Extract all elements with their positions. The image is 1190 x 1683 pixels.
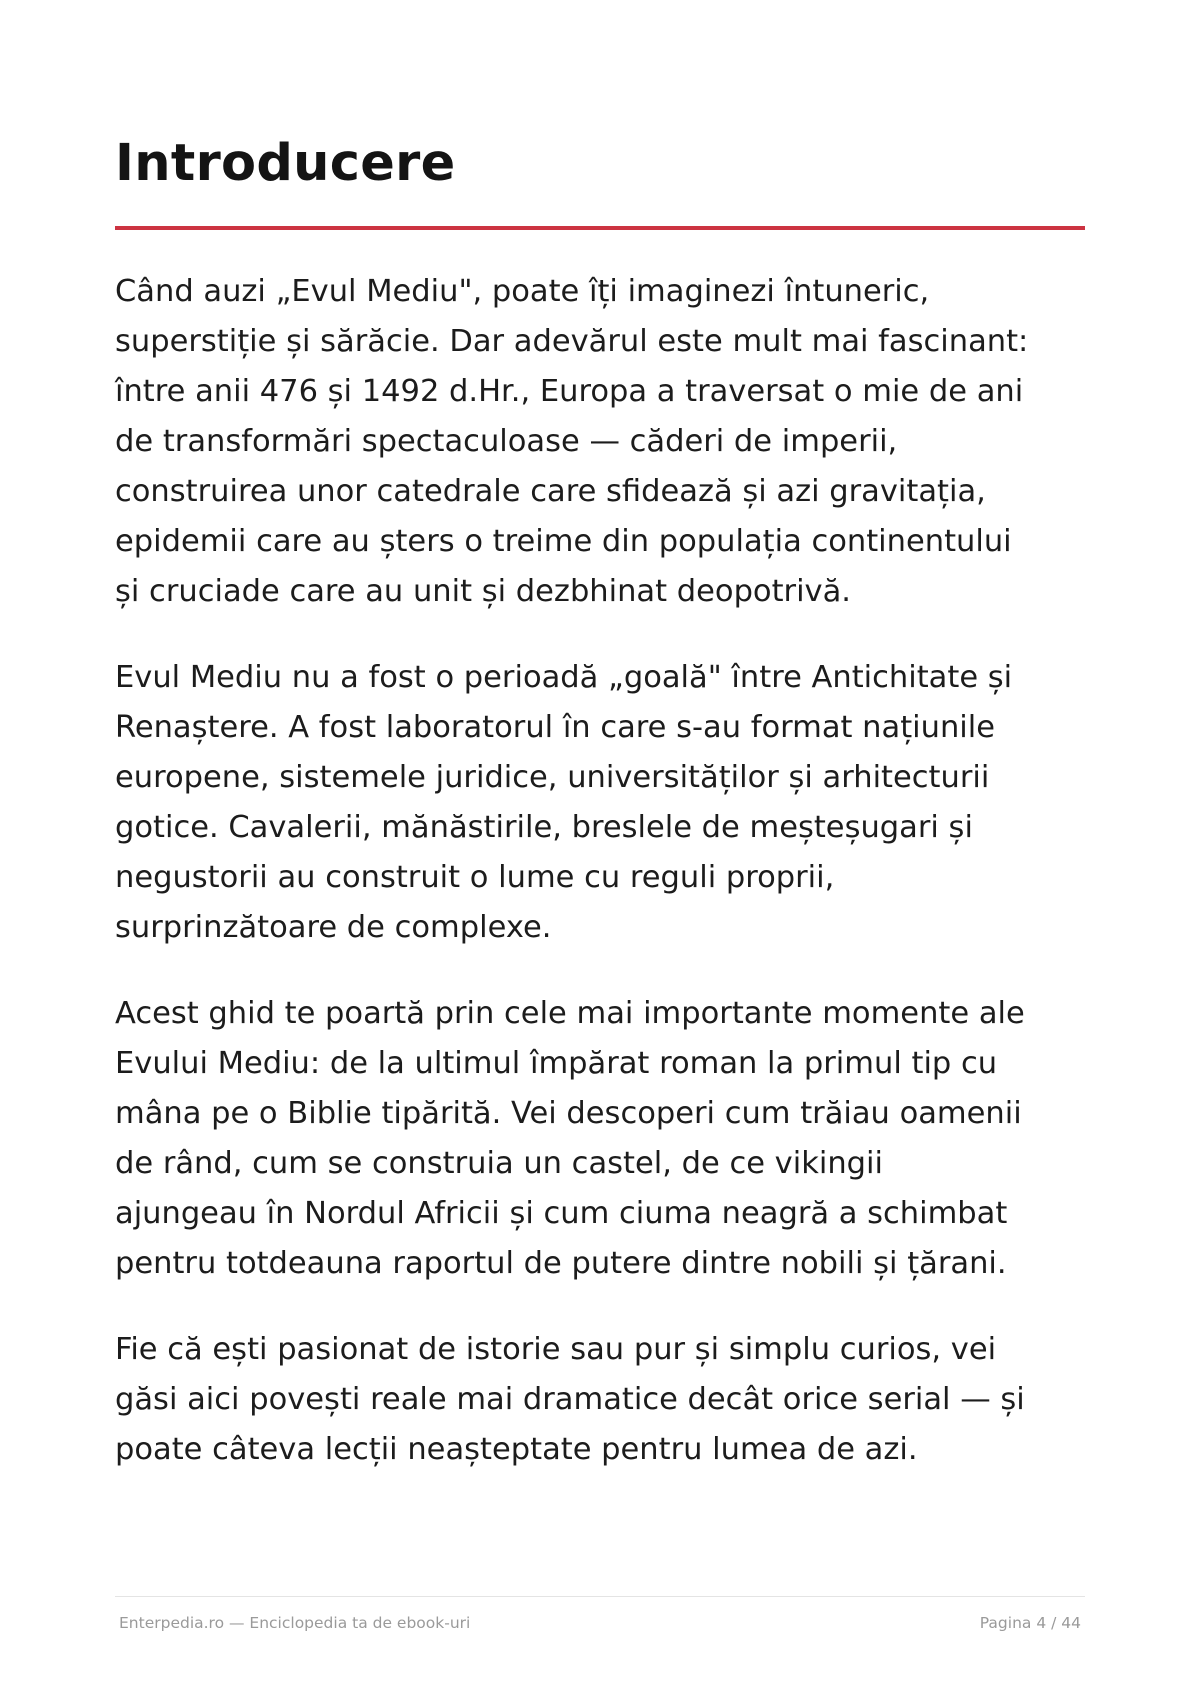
text-line: Acest ghid te poartă prin cele mai importante momente ale [115,996,1025,1031]
text-line: găsi aici povești reale mai dramatice decât orice serial — și [115,1382,1025,1417]
paragraph-2 [115,653,1095,953]
text-line: Evului Mediu: de la ultimul împărat roman la primul tip cu [115,1046,998,1081]
text-line: superstiție și sărăcie. Dar adevărul este mult mai fascinant: [115,324,1029,359]
paragraph-1 [115,267,1095,617]
text-line: de rând, cum se construia un castel, de ce vikingii [115,1146,883,1181]
text-line: mâna pe o Biblie tipărită. Vei descoperi cum trăiau oamenii [115,1096,1022,1131]
text-line: Când auzi „Evul Mediu", poate îți imaginezi întuneric, [115,274,930,309]
text-line: negustorii au construit o lume cu reguli proprii, [115,860,835,895]
text-line: europene, sistemele juridice, universităților și arhitecturii [115,760,990,795]
text-line: Fie că ești pasionat de istorie sau pur și simplu curios, vei [115,1332,997,1367]
title-underline [115,226,1085,230]
text-line: și cruciade care au unit și dezbhinat deopotrivă. [115,574,851,609]
footer-site-name: Enterpedia.ro — Enciclopedia ta de ebook-uri [119,1614,471,1632]
text-line: pentru totdeauna raportul de putere dintre nobili și țărani. [115,1246,1007,1281]
page-title: Introducere [115,134,456,193]
text-line: ajungeau în Nordul Africii și cum ciuma neagră a schimbat [115,1196,1008,1231]
text-line: poate câteva lecții neașteptate pentru lumea de azi. [115,1432,918,1467]
paragraph-4 [115,1325,1095,1475]
text-line: surprinzătoare de complexe. [115,910,552,945]
body-text [115,267,1095,1511]
text-line: Renaștere. A fost laboratorul în care s-au format națiunile [115,710,996,745]
text-line: epidemii care au șters o treime din populația continentului [115,524,1012,559]
text-line: gotice. Cavalerii, mănăstirile, breslele de meșteșugari și [115,810,973,845]
text-line: între anii 476 și 1492 d.Hr., Europa a traversat o mie de ani [115,374,1024,409]
footer-page-number: Pagina 4 / 44 [979,1614,1081,1632]
text-line: Evul Mediu nu a fost o perioadă „goală" între Antichitate și [115,660,1013,695]
text-line: construirea unor catedrale care sfidează și azi gravitația, [115,474,986,509]
text-line: de transformări spectaculoase — căderi de imperii, [115,424,898,459]
footer-divider [115,1596,1085,1597]
paragraph-3 [115,989,1095,1289]
